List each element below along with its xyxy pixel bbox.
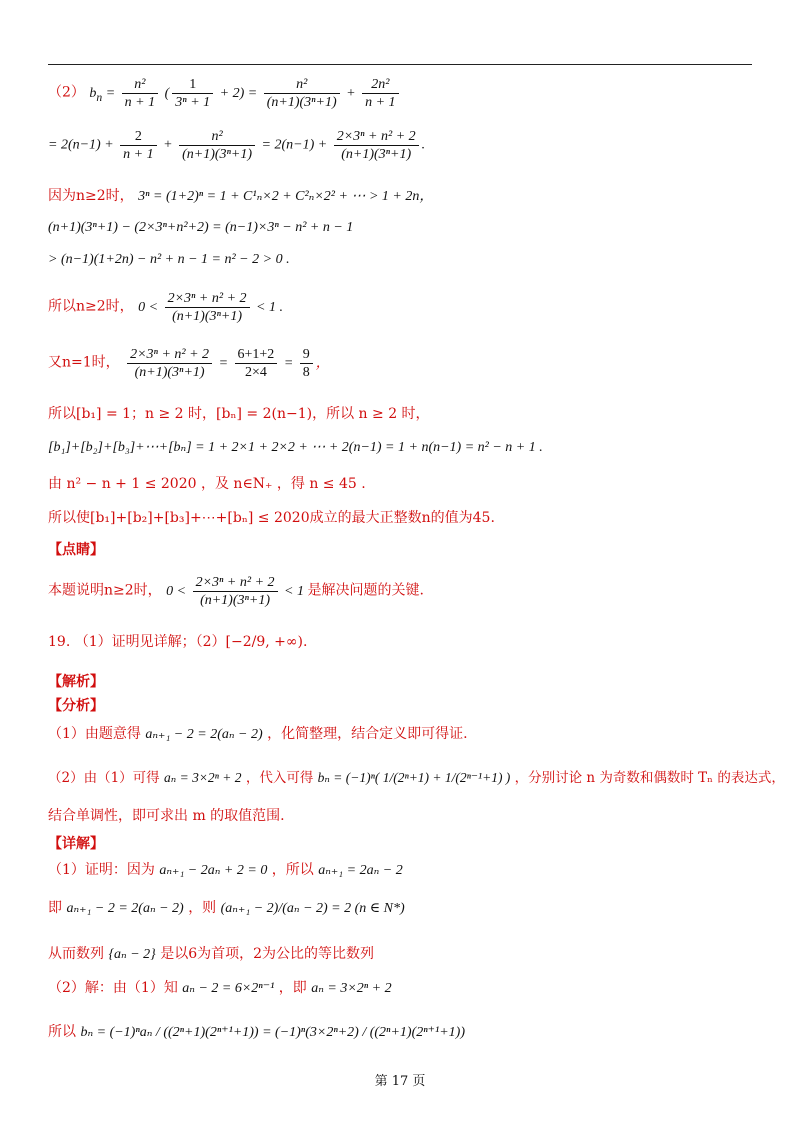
heading-dianjing: 【点睛】 <box>48 542 104 558</box>
detail-bn-line: 所以 bₙ = (−1)ⁿaₙ / ((2ⁿ+1)(2ⁿ⁺¹+1)) = (−1)ⁿ(3×2ⁿ+2) / ((2ⁿ+1)(2ⁿ⁺¹+1)) <box>48 1024 466 1040</box>
conclusion-line: 所以使[b₁]+[b₂]+[b₃]+⋯+[bₙ] ≤ 2020成立的最大正整数n的值为45. <box>48 510 495 526</box>
solve-line: 由 n² − n + 1 ≤ 2020 ，及 n∈N₊ ，得 n ≤ 45 . <box>48 476 366 492</box>
q19-answer: 19. （1）证明见详解；（2）[−2/9, +∞). <box>48 634 308 650</box>
n-equals-one-line: 又n=1时， $\frac{\text{2×3ⁿ + n² + 2}}{\text{(n+1)(3ⁿ+1)}}$ = $\frac{6+1+2}{2\times 4}$ = $\frac{9}{8}$ ， <box>48 347 330 380</box>
header-rule <box>48 64 752 65</box>
floor-values-line: 所以[b₁] = 1；n ≥ 2 时，[bₙ] = 2(n−1)，所以 n ≥ 2 时， <box>48 406 430 422</box>
b-definition-line <box>48 76 402 111</box>
heading-fenxi: 【分析】 <box>48 698 104 714</box>
bound-line: 所以n≥2时， 0 < $\frac{\text{2×3ⁿ + n² + 2}}{\text{(n+1)(3ⁿ+1)}}$ < 1 . <box>48 291 283 324</box>
analysis-part2: （2）由（1）可得 aₙ = 3×2ⁿ + 2 ，代入可得 bₙ = (−1)ⁿ( 1/(2ⁿ+1) + 1/(2ⁿ⁻¹+1) ) ，分别讨论 n 为奇数和偶数时 Tₙ 的表达式， <box>48 770 785 786</box>
detail-geometric-line: 从而数列 {aₙ − 2} 是以6为首项，2为公比的等比数列 <box>48 946 375 962</box>
detail-general-term-line: （2）解：由（1）知 aₙ − 2 = 6×2ⁿ⁻¹ ，即 aₙ = 3×2ⁿ + 2 <box>48 980 392 996</box>
analysis-part3: 结合单调性，即可求出 m 的取值范围. <box>48 808 285 824</box>
sum-line: [b₁]+[b₂]+[b₃]+⋯+[bₙ] = 1 + 2×1 + 2×2 + ⋯ + 2(n−1) = 1 + n(n−1) = n² − n + 1 . <box>48 440 543 455</box>
part-label: （2） <box>48 84 85 101</box>
binomial-line: 因为n≥2时， 3ⁿ = (1+2)ⁿ = 1 + C¹ₙ×2 + C²ₙ×2² + ⋯ > 1 + 2n， <box>48 188 434 204</box>
detail-ratio-line: 即 aₙ₊₁ − 2 = 2(aₙ − 2) ，则 (aₙ₊₁ − 2)/(aₙ − 2) = 2 (n ∈ N*) <box>48 900 405 916</box>
heading-xiangjie: 【详解】 <box>48 836 104 852</box>
b-def-math: $b_n$ = $\frac{\text{n²}}{n + 1}$ ( $\frac{1}{\text{3ⁿ + 1}}$ + 2) = $\frac{\text{n²}}{\text{(n+1)(3ⁿ+1)}}$ + $\frac{\text{2n²}}{n + 1}$ <box>89 86 401 101</box>
heading-jiexi: 【解析】 <box>48 674 104 690</box>
difference-line: (n+1)(3ⁿ+1) − (2×3ⁿ+n²+2) = (n−1)×3ⁿ − n² + n − 1 <box>48 220 354 235</box>
analysis-part1: （1）由题意得 aₙ₊₁ − 2 = 2(aₙ − 2) ，化简整理，结合定义即可得证. <box>48 726 468 742</box>
key-point-line: 本题说明n≥2时， 0 < $\frac{\text{2×3ⁿ + n² + 2}}{\text{(n+1)(3ⁿ+1)}}$ < 1 是解决问题的关键. <box>48 575 424 608</box>
inequality-line: > (n−1)(1+2n) − n² + n − 1 = n² − 2 > 0 . <box>48 252 290 267</box>
page-number: 第 17 页 <box>374 1074 426 1089</box>
b-expansion-line: = 2(n−1) + $\frac{2}{n + 1}$ + $\frac{\text{n²}}{\text{(n+1)(3ⁿ+1)}}$ = 2(n−1) + $\frac{\text{2×3ⁿ + n² + 2}}{\text{(n+1)(3ⁿ+1)}}$ . <box>48 129 426 162</box>
detail-proof-line: （1）证明：因为 aₙ₊₁ − 2aₙ + 2 = 0 ，所以 aₙ₊₁ = 2aₙ − 2 <box>48 862 403 878</box>
